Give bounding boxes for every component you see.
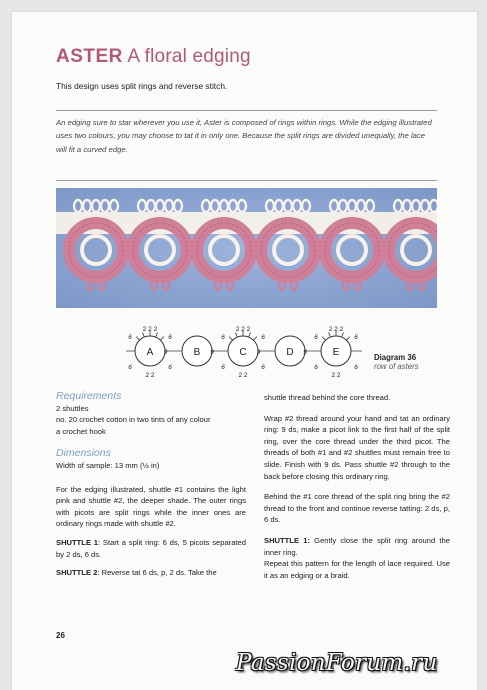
right-shuttle1-text: Gently close the split ring around the inner ring. bbox=[264, 535, 450, 557]
picot-tick bbox=[136, 337, 139, 341]
req-item: a crochet hook bbox=[56, 426, 106, 436]
title-rest: A floral edging bbox=[127, 46, 251, 67]
subtitle: This design uses split rings and reverse stitch. bbox=[56, 81, 228, 91]
ds-count-label: 6 bbox=[128, 364, 132, 371]
picot-tick bbox=[253, 337, 256, 341]
picot-count-label: 2 2 2 bbox=[235, 326, 251, 333]
diagram-svg bbox=[118, 312, 368, 384]
bottom-count-label: 2 2 bbox=[331, 372, 341, 379]
picot-tick bbox=[329, 332, 331, 337]
ds-count-label: 6 bbox=[168, 334, 172, 341]
picot-tick bbox=[229, 337, 232, 341]
divider-top bbox=[56, 110, 437, 111]
req-item: no. 20 crochet cotton in two tints of any colour bbox=[56, 415, 211, 425]
ring-letter: C bbox=[239, 347, 247, 358]
picot-tick bbox=[322, 337, 325, 341]
picot-tick bbox=[342, 332, 344, 337]
right-shuttle1-label: SHUTTLE 1: bbox=[264, 535, 310, 545]
ds-count-label: 6 bbox=[261, 364, 265, 371]
ds-count-label: 6 bbox=[314, 334, 318, 341]
picot-tick bbox=[249, 332, 251, 337]
picot-count-label: 2 2 2 bbox=[328, 326, 344, 333]
ds-count-label: 6 bbox=[168, 364, 172, 371]
inner-ds-label: 9 bbox=[256, 349, 261, 356]
ds-count-label: 6 bbox=[221, 364, 225, 371]
right-paragraph-2: Wrap #2 thread around your hand and tat an ordinary ring: 9 ds, make a picot link to the first half of the split ring, over the core thread under the third picot. The threads of both #1 and #2 shuttles must remain free to slide. Finish with 9 ds. Pass shuttle #2 through to the back before closing this ordinary ring. bbox=[264, 413, 450, 481]
intro-text: An edging sure to star wherever you use it, Aster is composed of rings within rings. While the edging illustrated uses two colours, you may choose to tat it in only one. Because the split rings are divided unequally, the lace will fit a curved edge. bbox=[56, 118, 432, 154]
picot-tick bbox=[160, 337, 163, 341]
watermark: PassionForum.ru bbox=[236, 650, 438, 676]
diagram-caption bbox=[374, 353, 419, 371]
dimensions-heading: Dimensions bbox=[56, 447, 111, 460]
inner-ds-label: 9 bbox=[163, 349, 168, 356]
picot-tick bbox=[143, 332, 145, 337]
ds-count-label: 6 bbox=[128, 334, 132, 341]
shuttle2-text: : Reverse tat 6 ds, p, 2 ds. Take the bbox=[97, 568, 217, 578]
right-paragraph-3: Behind the #1 core thread of the split ring bring the #2 thread to the front and continue reverse tatting: 2 ds, p, 6 ds. bbox=[264, 492, 450, 525]
title-name: ASTER bbox=[56, 46, 123, 67]
ds-count-label: 6 bbox=[221, 334, 225, 341]
ds-count-label: 6 bbox=[354, 364, 358, 371]
picot-tick bbox=[156, 332, 158, 337]
tatting-diagram bbox=[118, 312, 368, 384]
diagram-caption-sub: row of asters bbox=[374, 362, 419, 371]
ds-count-label: 6 bbox=[261, 334, 265, 341]
inner-ds-label: 9 bbox=[210, 349, 214, 356]
picot-tick bbox=[236, 332, 238, 337]
lace-photo bbox=[56, 188, 437, 308]
right-paragraph-4: Repeat this pattern for the length of lace required. Use it as an edging or a braid. bbox=[264, 559, 450, 580]
picot-tick bbox=[346, 337, 349, 341]
intro-paragraph: For the edging illustrated, shuttle #1 contains the light pink and shuttle #2, the deeper shade. The outer rings with picots are split rings while the inner ones are ordinary rings made with shuttle #2. bbox=[56, 484, 246, 529]
right-paragraph-1: shuttle thread behind the core thread. bbox=[264, 393, 391, 402]
shuttle2-label: SHUTTLE 2 bbox=[56, 568, 98, 578]
ring-letter: D bbox=[286, 347, 294, 358]
right-column bbox=[264, 392, 450, 581]
bottom-count-label: 2 2 bbox=[238, 372, 248, 379]
inner-ds-label: 9 bbox=[303, 349, 307, 356]
bottom-count-label: 2 2 bbox=[145, 372, 155, 379]
left-column bbox=[56, 391, 246, 579]
diagram-caption-title: Diagram 36 bbox=[374, 353, 417, 362]
ds-count-label: 6 bbox=[314, 364, 318, 371]
shuttle2-step bbox=[56, 567, 246, 579]
requirements-heading: Requirements bbox=[56, 390, 122, 402]
lace-illustration bbox=[56, 188, 437, 308]
dimensions-text: Width of sample: 13 mm (½ in) bbox=[56, 460, 160, 470]
shuttle1-step bbox=[56, 537, 246, 560]
page-number: 26 bbox=[56, 631, 65, 640]
ring-letter: B bbox=[193, 347, 201, 358]
ring-letter: E bbox=[332, 347, 340, 358]
right-shuttle1-step bbox=[264, 535, 450, 558]
picot-count-label: 2 2 2 bbox=[142, 326, 158, 333]
shuttle1-text: : Start a split ring: 6 ds, 5 picots separated by 2 ds, 6 ds. bbox=[56, 537, 246, 559]
req-item: 2 shuttles bbox=[56, 403, 89, 413]
page-title bbox=[56, 46, 251, 68]
ds-count-label: 6 bbox=[354, 334, 358, 341]
ring-letter: A bbox=[146, 347, 154, 358]
divider-bottom bbox=[56, 180, 437, 181]
shuttle1-label: SHUTTLE 1 bbox=[56, 537, 99, 547]
